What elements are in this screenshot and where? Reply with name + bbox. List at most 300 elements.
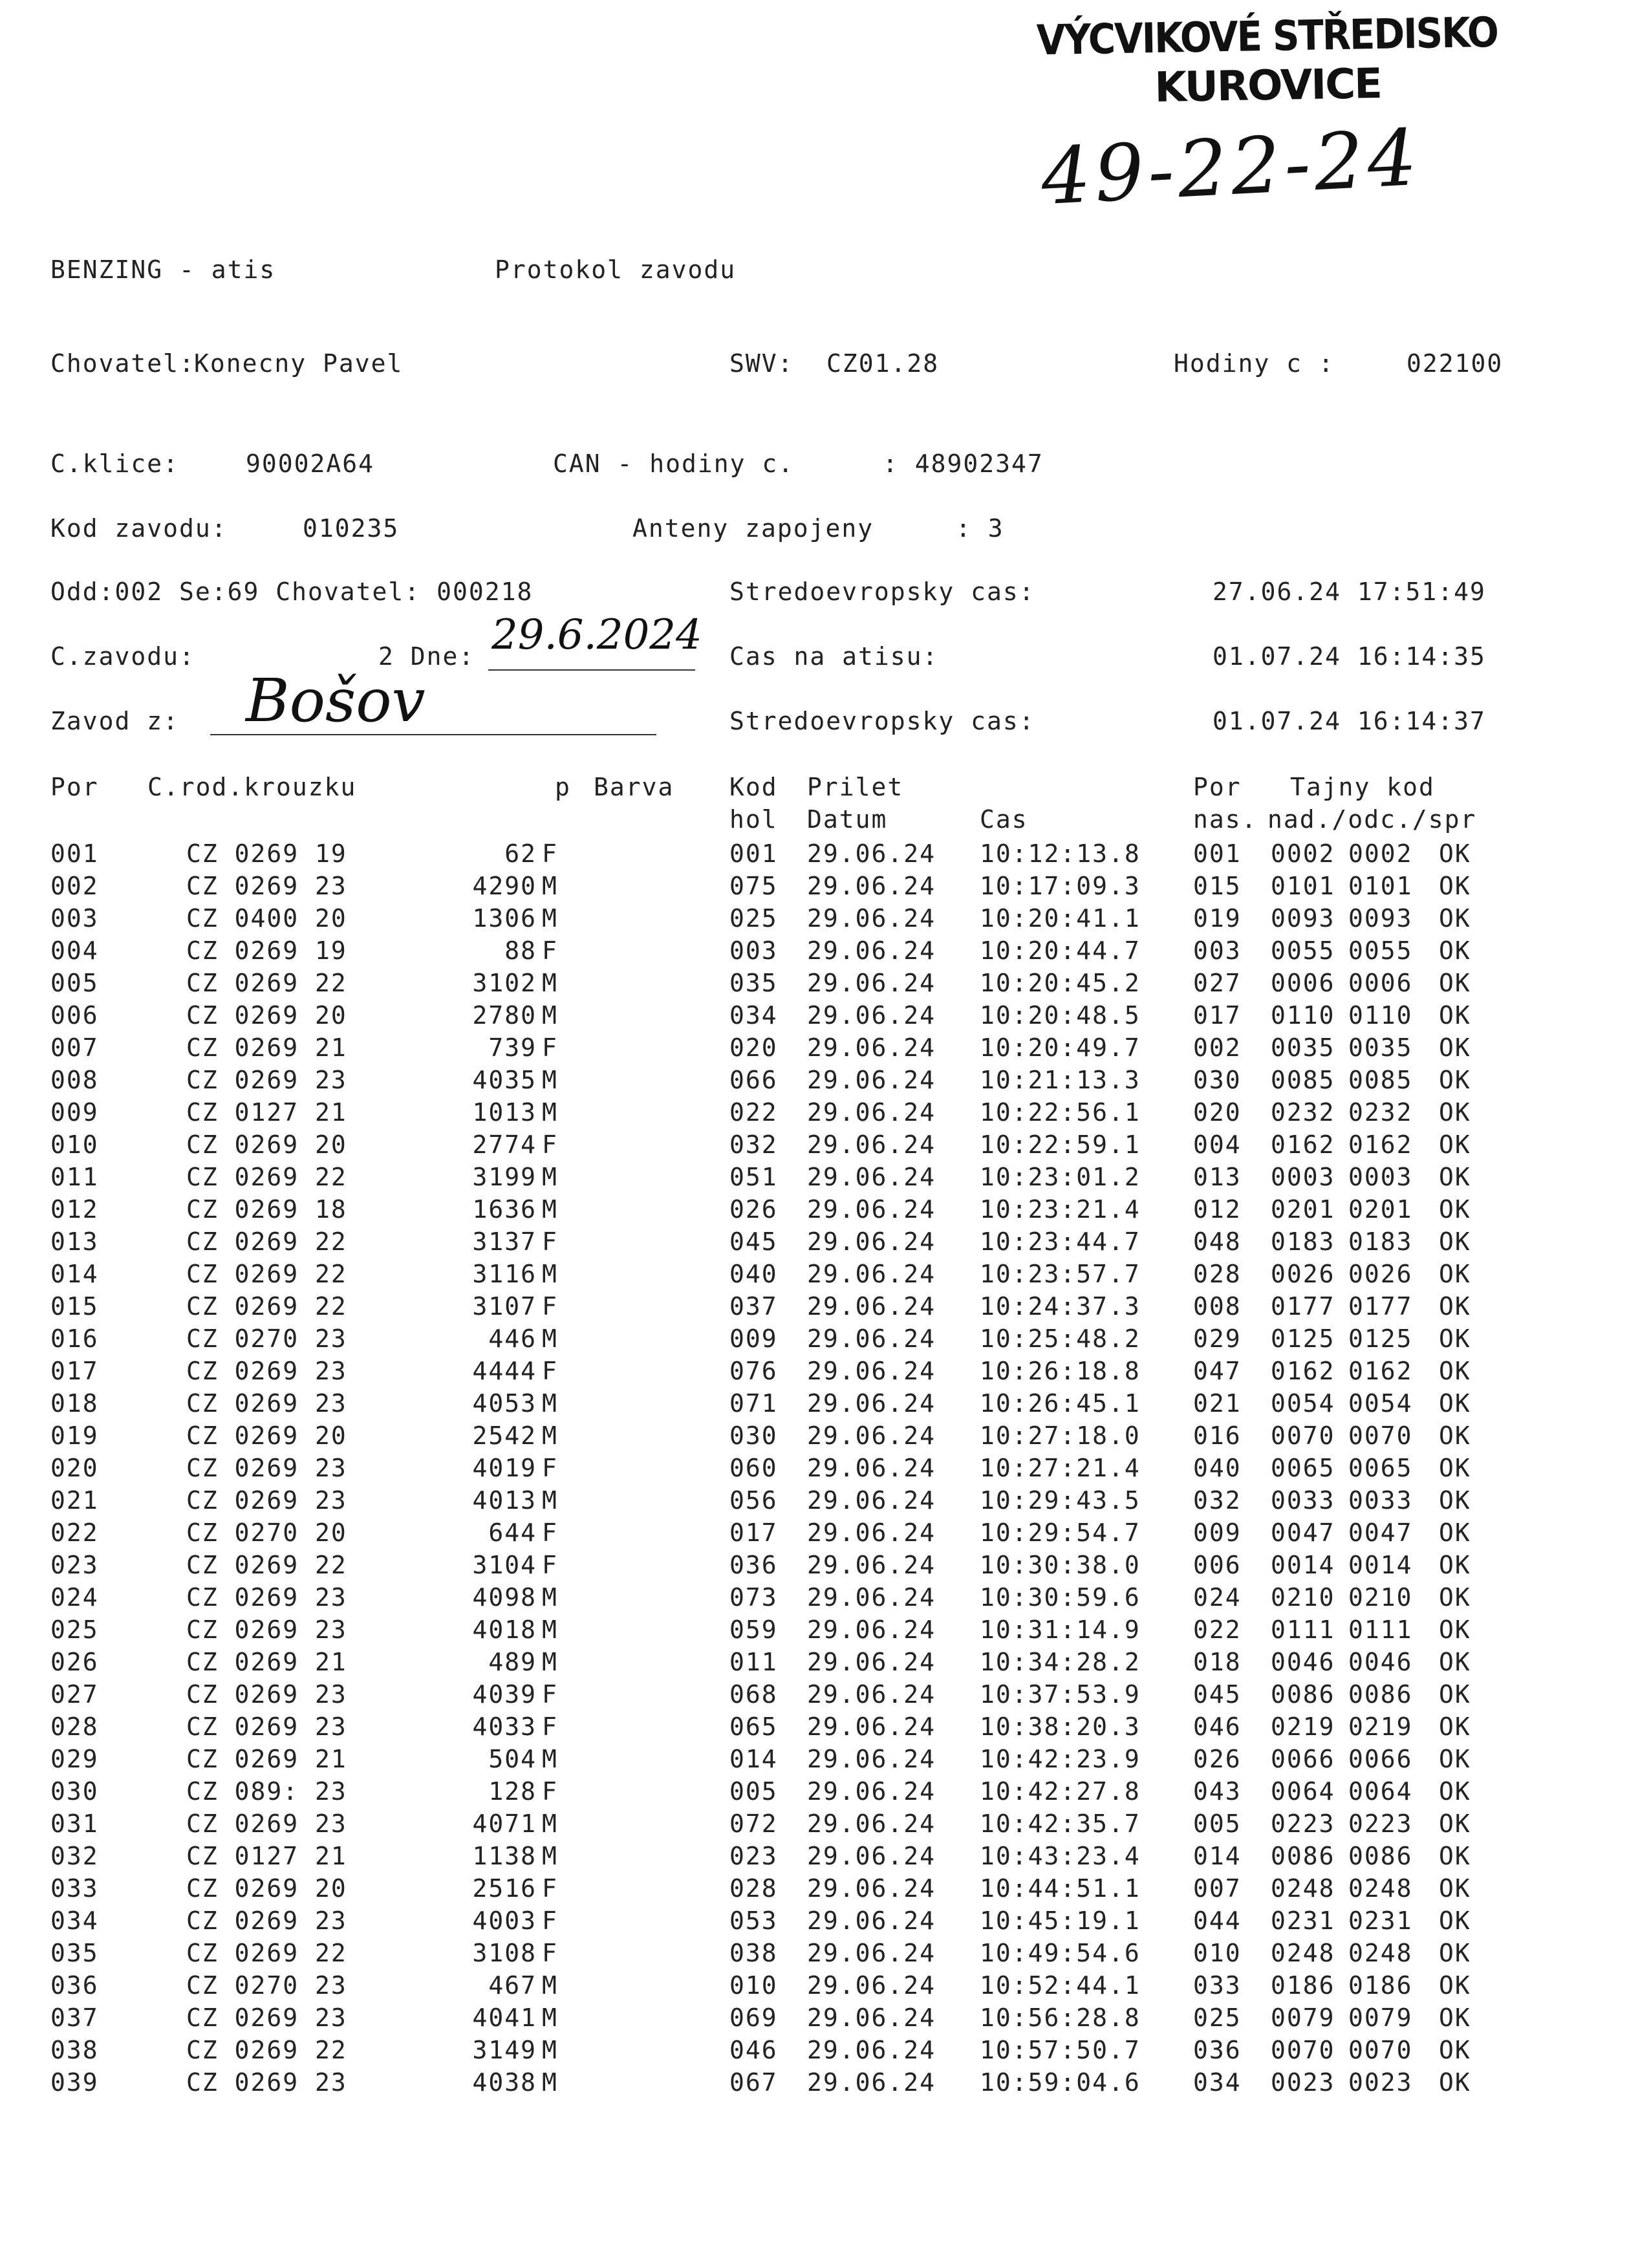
cell-time: 10:49:54.6 xyxy=(980,1939,1141,1967)
cet-value-1: 27.06.24 17:51:49 xyxy=(1212,578,1486,606)
cell-order: 036 xyxy=(1193,2036,1242,2064)
table-row xyxy=(0,1808,1649,1840)
col-secret-sub: nad./odc./spr xyxy=(1267,805,1477,834)
cell-por: 001 xyxy=(50,839,99,868)
cell-por: 024 xyxy=(50,1583,99,1612)
cell-status: OK xyxy=(1439,2036,1471,2064)
cell-sex: M xyxy=(542,1421,558,1450)
cell-num: 3102 xyxy=(472,969,537,997)
cell-code: 040 xyxy=(729,1260,778,1288)
cell-ring: CZ 0269 23 xyxy=(186,1486,347,1515)
cell-sex: M xyxy=(542,1260,558,1288)
cell-num: 3108 xyxy=(472,1939,537,1967)
cell-code: 010 xyxy=(729,1971,778,2000)
cell-time: 10:42:23.9 xyxy=(980,1745,1141,1773)
cell-secret1: 0066 xyxy=(1271,1745,1335,1773)
cell-date: 29.06.24 xyxy=(807,1745,936,1773)
cell-status: OK xyxy=(1439,1615,1471,1644)
cell-time: 10:22:56.1 xyxy=(980,1098,1141,1127)
cell-sex: M xyxy=(542,1745,558,1773)
cell-por: 034 xyxy=(50,1906,99,1935)
cell-ring: CZ 0269 20 xyxy=(186,1421,347,1450)
cell-sex: M xyxy=(542,1583,558,1612)
cell-secret2: 0219 xyxy=(1348,1712,1413,1741)
cell-time: 10:20:45.2 xyxy=(980,969,1141,997)
cell-ring: CZ 0269 22 xyxy=(186,2036,347,2064)
table-row xyxy=(0,1096,1649,1129)
cell-date: 29.06.24 xyxy=(807,1551,936,1579)
cell-code: 036 xyxy=(729,1551,778,1579)
table-row xyxy=(0,2002,1649,2034)
table-row xyxy=(0,1581,1649,1614)
cell-order: 005 xyxy=(1193,1809,1242,1838)
cell-code: 037 xyxy=(729,1292,778,1321)
cell-por: 013 xyxy=(50,1227,99,1256)
cell-secret1: 0219 xyxy=(1271,1712,1335,1741)
cell-secret2: 0064 xyxy=(1348,1777,1413,1806)
cell-order: 012 xyxy=(1193,1195,1242,1224)
table-row xyxy=(0,1129,1649,1161)
cell-secret2: 0162 xyxy=(1348,1357,1413,1385)
cell-order: 027 xyxy=(1193,969,1242,997)
cell-num: 4041 xyxy=(472,2003,537,2032)
cell-secret2: 0248 xyxy=(1348,1874,1413,1903)
cell-time: 10:43:23.4 xyxy=(980,1842,1141,1870)
cell-secret1: 0248 xyxy=(1271,1874,1335,1903)
cell-num: 3199 xyxy=(472,1163,537,1191)
cell-status: OK xyxy=(1439,969,1471,997)
cell-ring: CZ 0127 21 xyxy=(186,1842,347,1870)
cell-time: 10:25:48.2 xyxy=(980,1324,1141,1353)
cell-order: 044 xyxy=(1193,1906,1242,1935)
race-date-underline xyxy=(488,669,695,671)
cell-secret2: 0210 xyxy=(1348,1583,1413,1612)
cell-secret2: 0023 xyxy=(1348,2068,1413,2097)
cell-num: 467 xyxy=(488,1971,537,2000)
cell-ring: CZ 0269 20 xyxy=(186,1874,347,1903)
cell-sex: M xyxy=(542,1324,558,1353)
cell-time: 10:23:57.7 xyxy=(980,1260,1141,1288)
cell-por: 021 xyxy=(50,1486,99,1515)
cell-time: 10:24:37.3 xyxy=(980,1292,1141,1321)
cell-secret1: 0070 xyxy=(1271,2036,1335,2064)
cell-sex: F xyxy=(542,1357,558,1385)
cell-time: 10:20:44.7 xyxy=(980,936,1141,965)
key-value: 90002A64 xyxy=(246,449,375,478)
cell-por: 020 xyxy=(50,1454,99,1482)
cell-code: 026 xyxy=(729,1195,778,1224)
table-row xyxy=(0,1678,1649,1711)
cell-date: 29.06.24 xyxy=(807,1066,936,1094)
cell-date: 29.06.24 xyxy=(807,1357,936,1385)
cell-secret1: 0023 xyxy=(1271,2068,1335,2097)
cell-secret2: 0177 xyxy=(1348,1292,1413,1321)
cell-sex: F xyxy=(542,839,558,868)
cell-ring: CZ 0269 19 xyxy=(186,839,347,868)
table-row xyxy=(0,1614,1649,1646)
cell-sex: F xyxy=(542,1906,558,1935)
cell-num: 4019 xyxy=(472,1454,537,1482)
cell-ring: CZ 0269 20 xyxy=(186,1130,347,1159)
cell-por: 018 xyxy=(50,1389,99,1418)
cell-secret1: 0047 xyxy=(1271,1518,1335,1547)
cell-num: 2774 xyxy=(472,1130,537,1159)
cell-ring: CZ 0270 23 xyxy=(186,1324,347,1353)
cell-status: OK xyxy=(1439,1033,1471,1062)
cell-por: 016 xyxy=(50,1324,99,1353)
cell-sex: F xyxy=(542,1712,558,1741)
cell-time: 10:30:59.6 xyxy=(980,1583,1141,1612)
cell-secret2: 0201 xyxy=(1348,1195,1413,1224)
col-sex: p xyxy=(555,773,571,801)
cell-secret2: 0101 xyxy=(1348,872,1413,900)
cell-code: 046 xyxy=(729,2036,778,2064)
cell-order: 045 xyxy=(1193,1680,1242,1709)
cell-sex: M xyxy=(542,2068,558,2097)
cell-sex: M xyxy=(542,1809,558,1838)
cell-code: 076 xyxy=(729,1357,778,1385)
cell-ring: CZ 0269 23 xyxy=(186,1809,347,1838)
cell-ring: CZ 089: 23 xyxy=(186,1777,347,1806)
cell-date: 29.06.24 xyxy=(807,1454,936,1482)
cell-date: 29.06.24 xyxy=(807,1033,936,1062)
cell-ring: CZ 0400 20 xyxy=(186,904,347,933)
cell-time: 10:34:28.2 xyxy=(980,1648,1141,1676)
cell-code: 060 xyxy=(729,1454,778,1482)
system-name: BENZING - atis xyxy=(50,255,276,284)
cell-secret1: 0046 xyxy=(1271,1648,1335,1676)
cell-date: 29.06.24 xyxy=(807,1842,936,1870)
cell-order: 034 xyxy=(1193,2068,1242,2097)
clock-value: 022100 xyxy=(1406,349,1503,378)
table-row xyxy=(0,1258,1649,1290)
cell-num: 4290 xyxy=(472,872,537,900)
cell-status: OK xyxy=(1439,1389,1471,1418)
cell-ring: CZ 0269 23 xyxy=(186,1357,347,1385)
cell-time: 10:23:44.7 xyxy=(980,1227,1141,1256)
cell-sex: F xyxy=(542,1227,558,1256)
cell-por: 009 xyxy=(50,1098,99,1127)
table-row xyxy=(0,1420,1649,1452)
cell-status: OK xyxy=(1439,1324,1471,1353)
cell-status: OK xyxy=(1439,1971,1471,2000)
stamp-line-1: VÝCVIKOVÉ STŘEDISKO xyxy=(1036,8,1498,65)
cell-por: 014 xyxy=(50,1260,99,1288)
cell-num: 1013 xyxy=(472,1098,537,1127)
cell-secret2: 0070 xyxy=(1348,1421,1413,1450)
table-row xyxy=(0,1937,1649,1969)
cell-sex: M xyxy=(542,1066,558,1094)
table-row xyxy=(0,1484,1649,1517)
cell-code: 067 xyxy=(729,2068,778,2097)
cell-secret1: 0177 xyxy=(1271,1292,1335,1321)
cell-sex: F xyxy=(542,1874,558,1903)
cell-status: OK xyxy=(1439,1001,1471,1030)
cell-num: 62 xyxy=(504,839,537,868)
cell-status: OK xyxy=(1439,1518,1471,1547)
cell-ring: CZ 0269 23 xyxy=(186,1454,347,1482)
cell-num: 88 xyxy=(504,936,537,965)
cell-sex: F xyxy=(542,1130,558,1159)
cell-status: OK xyxy=(1439,839,1471,868)
col-ring: C.rod.krouzku xyxy=(147,773,357,801)
cell-sex: F xyxy=(542,1033,558,1062)
cell-secret2: 0186 xyxy=(1348,1971,1413,2000)
table-row xyxy=(0,1452,1649,1484)
cell-num: 3104 xyxy=(472,1551,537,1579)
cell-date: 29.06.24 xyxy=(807,1389,936,1418)
cell-secret2: 0248 xyxy=(1348,1939,1413,1967)
cell-status: OK xyxy=(1439,2003,1471,2032)
cell-date: 29.06.24 xyxy=(807,872,936,900)
cell-num: 4039 xyxy=(472,1680,537,1709)
cell-por: 031 xyxy=(50,1809,99,1838)
col-secret: Tajny kod xyxy=(1290,773,1435,801)
cell-status: OK xyxy=(1439,1163,1471,1191)
cell-sex: M xyxy=(542,1163,558,1191)
cell-ring: CZ 0269 22 xyxy=(186,1260,347,1288)
cell-ring: CZ 0269 21 xyxy=(186,1033,347,1062)
cell-order: 020 xyxy=(1193,1098,1242,1127)
cell-secret2: 0223 xyxy=(1348,1809,1413,1838)
cell-code: 068 xyxy=(729,1680,778,1709)
table-row xyxy=(0,934,1649,967)
cell-time: 10:30:38.0 xyxy=(980,1551,1141,1579)
col-por: Por xyxy=(50,773,99,801)
cell-time: 10:26:45.1 xyxy=(980,1389,1141,1418)
cell-ring: CZ 0269 23 xyxy=(186,1906,347,1935)
cell-ring: CZ 0269 22 xyxy=(186,1163,347,1191)
cell-num: 4071 xyxy=(472,1809,537,1838)
cell-secret1: 0111 xyxy=(1271,1615,1335,1644)
cell-sex: M xyxy=(542,2003,558,2032)
cell-secret1: 0070 xyxy=(1271,1421,1335,1450)
cell-code: 065 xyxy=(729,1712,778,1741)
cell-time: 10:57:50.7 xyxy=(980,2036,1141,2064)
cell-por: 012 xyxy=(50,1195,99,1224)
cell-num: 3137 xyxy=(472,1227,537,1256)
col-time-sub: Cas xyxy=(980,805,1028,834)
cell-por: 026 xyxy=(50,1648,99,1676)
cell-secret2: 0085 xyxy=(1348,1066,1413,1094)
cell-code: 030 xyxy=(729,1421,778,1450)
cell-status: OK xyxy=(1439,1777,1471,1806)
cell-secret2: 0093 xyxy=(1348,904,1413,933)
cell-order: 001 xyxy=(1193,839,1242,868)
cell-code: 003 xyxy=(729,936,778,965)
cell-ring: CZ 0269 23 xyxy=(186,1389,347,1418)
col-arrival: Prilet xyxy=(807,773,904,801)
swv-value: CZ01.28 xyxy=(826,349,940,378)
cell-date: 29.06.24 xyxy=(807,1195,936,1224)
cell-num: 644 xyxy=(488,1518,537,1547)
cell-secret2: 0086 xyxy=(1348,1842,1413,1870)
cell-secret1: 0248 xyxy=(1271,1939,1335,1967)
cell-ring: CZ 0269 23 xyxy=(186,1680,347,1709)
cell-date: 29.06.24 xyxy=(807,2003,936,2032)
cell-order: 006 xyxy=(1193,1551,1242,1579)
cell-secret1: 0086 xyxy=(1271,1842,1335,1870)
cell-secret2: 0003 xyxy=(1348,1163,1413,1191)
cell-ring: CZ 0269 23 xyxy=(186,1583,347,1612)
cell-status: OK xyxy=(1439,1745,1471,1773)
cell-order: 016 xyxy=(1193,1421,1242,1450)
cell-sex: F xyxy=(542,1939,558,1967)
table-row xyxy=(0,1775,1649,1808)
cell-status: OK xyxy=(1439,904,1471,933)
cell-date: 29.06.24 xyxy=(807,1712,936,1741)
handwritten-code: 49-22-24 xyxy=(1039,113,1423,223)
cell-num: 1138 xyxy=(472,1842,537,1870)
cell-sex: M xyxy=(542,1842,558,1870)
cell-ring: CZ 0127 21 xyxy=(186,1098,347,1127)
cell-secret2: 0183 xyxy=(1348,1227,1413,1256)
cell-num: 446 xyxy=(488,1324,537,1353)
cell-status: OK xyxy=(1439,1098,1471,1127)
cell-date: 29.06.24 xyxy=(807,2036,936,2064)
cell-secret2: 0014 xyxy=(1348,1551,1413,1579)
cell-order: 048 xyxy=(1193,1227,1242,1256)
cell-order: 046 xyxy=(1193,1712,1242,1741)
cell-order: 028 xyxy=(1193,1260,1242,1288)
cell-ring: CZ 0269 22 xyxy=(186,1939,347,1967)
cell-por: 038 xyxy=(50,2036,99,2064)
cell-secret2: 0026 xyxy=(1348,1260,1413,1288)
can-value: : 48902347 xyxy=(883,449,1044,478)
doc-title: Protokol zavodu xyxy=(495,255,737,284)
cell-code: 023 xyxy=(729,1842,778,1870)
cell-status: OK xyxy=(1439,1486,1471,1515)
cell-status: OK xyxy=(1439,1066,1471,1094)
cell-num: 1636 xyxy=(472,1195,537,1224)
cell-status: OK xyxy=(1439,1260,1471,1288)
cell-num: 4003 xyxy=(472,1906,537,1935)
can-label: CAN - hodiny c. xyxy=(553,449,795,478)
atis-time-value: 01.07.24 16:14:35 xyxy=(1212,642,1486,671)
cell-secret1: 0186 xyxy=(1271,1971,1335,2000)
cell-order: 021 xyxy=(1193,1389,1242,1418)
cell-num: 128 xyxy=(488,1777,537,1806)
cell-date: 29.06.24 xyxy=(807,1583,936,1612)
table-row xyxy=(0,1323,1649,1355)
cell-order: 004 xyxy=(1193,1130,1242,1159)
cell-sex: M xyxy=(542,1098,558,1127)
breeder-value: Konecny Pavel xyxy=(194,349,404,378)
cell-code: 032 xyxy=(729,1130,778,1159)
cell-secret1: 0085 xyxy=(1271,1066,1335,1094)
cell-num: 504 xyxy=(488,1745,537,1773)
cell-date: 29.06.24 xyxy=(807,1001,936,1030)
cell-secret1: 0101 xyxy=(1271,872,1335,900)
cell-date: 29.06.24 xyxy=(807,1227,936,1256)
cell-status: OK xyxy=(1439,1195,1471,1224)
cell-order: 007 xyxy=(1193,1874,1242,1903)
cell-secret2: 0111 xyxy=(1348,1615,1413,1644)
cell-status: OK xyxy=(1439,1939,1471,1967)
cell-order: 002 xyxy=(1193,1033,1242,1062)
race-from-handwritten: Bošov xyxy=(246,666,426,735)
col-color: Barva xyxy=(594,773,674,801)
cell-status: OK xyxy=(1439,2068,1471,2097)
cell-code: 056 xyxy=(729,1486,778,1515)
cell-code: 073 xyxy=(729,1583,778,1612)
cell-code: 071 xyxy=(729,1389,778,1418)
cell-status: OK xyxy=(1439,1680,1471,1709)
cell-secret2: 0006 xyxy=(1348,969,1413,997)
cell-status: OK xyxy=(1439,1874,1471,1903)
cell-secret1: 0086 xyxy=(1271,1680,1335,1709)
table-row xyxy=(0,1031,1649,1064)
cell-time: 10:29:54.7 xyxy=(980,1518,1141,1547)
cell-date: 29.06.24 xyxy=(807,1648,936,1676)
cell-date: 29.06.24 xyxy=(807,1421,936,1450)
col-date-sub: Datum xyxy=(807,805,888,834)
cell-sex: F xyxy=(542,1292,558,1321)
cell-time: 10:21:13.3 xyxy=(980,1066,1141,1094)
cell-order: 047 xyxy=(1193,1357,1242,1385)
cell-por: 037 xyxy=(50,2003,99,2032)
cell-status: OK xyxy=(1439,1130,1471,1159)
table-row xyxy=(0,1905,1649,1937)
cell-code: 066 xyxy=(729,1066,778,1094)
cell-num: 3149 xyxy=(472,2036,537,2064)
cell-code: 001 xyxy=(729,839,778,868)
cell-date: 29.06.24 xyxy=(807,936,936,965)
cell-time: 10:23:21.4 xyxy=(980,1195,1141,1224)
cell-secret1: 0125 xyxy=(1271,1324,1335,1353)
cell-secret2: 0046 xyxy=(1348,1648,1413,1676)
cell-time: 10:42:27.8 xyxy=(980,1777,1141,1806)
cell-time: 10:31:14.9 xyxy=(980,1615,1141,1644)
race-number-value: 2 Dne: xyxy=(378,642,475,671)
cell-num: 2780 xyxy=(472,1001,537,1030)
cell-num: 3116 xyxy=(472,1260,537,1288)
cell-time: 10:23:01.2 xyxy=(980,1163,1141,1191)
cell-sex: M xyxy=(542,1001,558,1030)
cell-sex: M xyxy=(542,1971,558,2000)
cell-order: 009 xyxy=(1193,1518,1242,1547)
cell-code: 059 xyxy=(729,1615,778,1644)
cell-date: 29.06.24 xyxy=(807,1324,936,1353)
cell-order: 043 xyxy=(1193,1777,1242,1806)
cell-secret2: 0033 xyxy=(1348,1486,1413,1515)
table-row xyxy=(0,1549,1649,1581)
cell-por: 036 xyxy=(50,1971,99,2000)
cell-time: 10:20:48.5 xyxy=(980,1001,1141,1030)
cell-ring: CZ 0269 23 xyxy=(186,872,347,900)
cell-date: 29.06.24 xyxy=(807,1615,936,1644)
cell-status: OK xyxy=(1439,1712,1471,1741)
cell-sex: F xyxy=(542,1518,558,1547)
cell-por: 007 xyxy=(50,1033,99,1062)
cell-ring: CZ 0269 21 xyxy=(186,1745,347,1773)
table-row xyxy=(0,1387,1649,1420)
cell-num: 4013 xyxy=(472,1486,537,1515)
cell-por: 019 xyxy=(50,1421,99,1450)
cell-ring: CZ 0269 23 xyxy=(186,1066,347,1094)
table-row xyxy=(0,999,1649,1031)
table-row xyxy=(0,1161,1649,1193)
cell-por: 032 xyxy=(50,1842,99,1870)
cell-date: 29.06.24 xyxy=(807,1874,936,1903)
cell-status: OK xyxy=(1439,1648,1471,1676)
cell-secret1: 0035 xyxy=(1271,1033,1335,1062)
cell-code: 045 xyxy=(729,1227,778,1256)
cell-secret1: 0002 xyxy=(1271,839,1335,868)
cell-secret2: 0055 xyxy=(1348,936,1413,965)
cell-secret1: 0014 xyxy=(1271,1551,1335,1579)
table-row xyxy=(0,870,1649,902)
